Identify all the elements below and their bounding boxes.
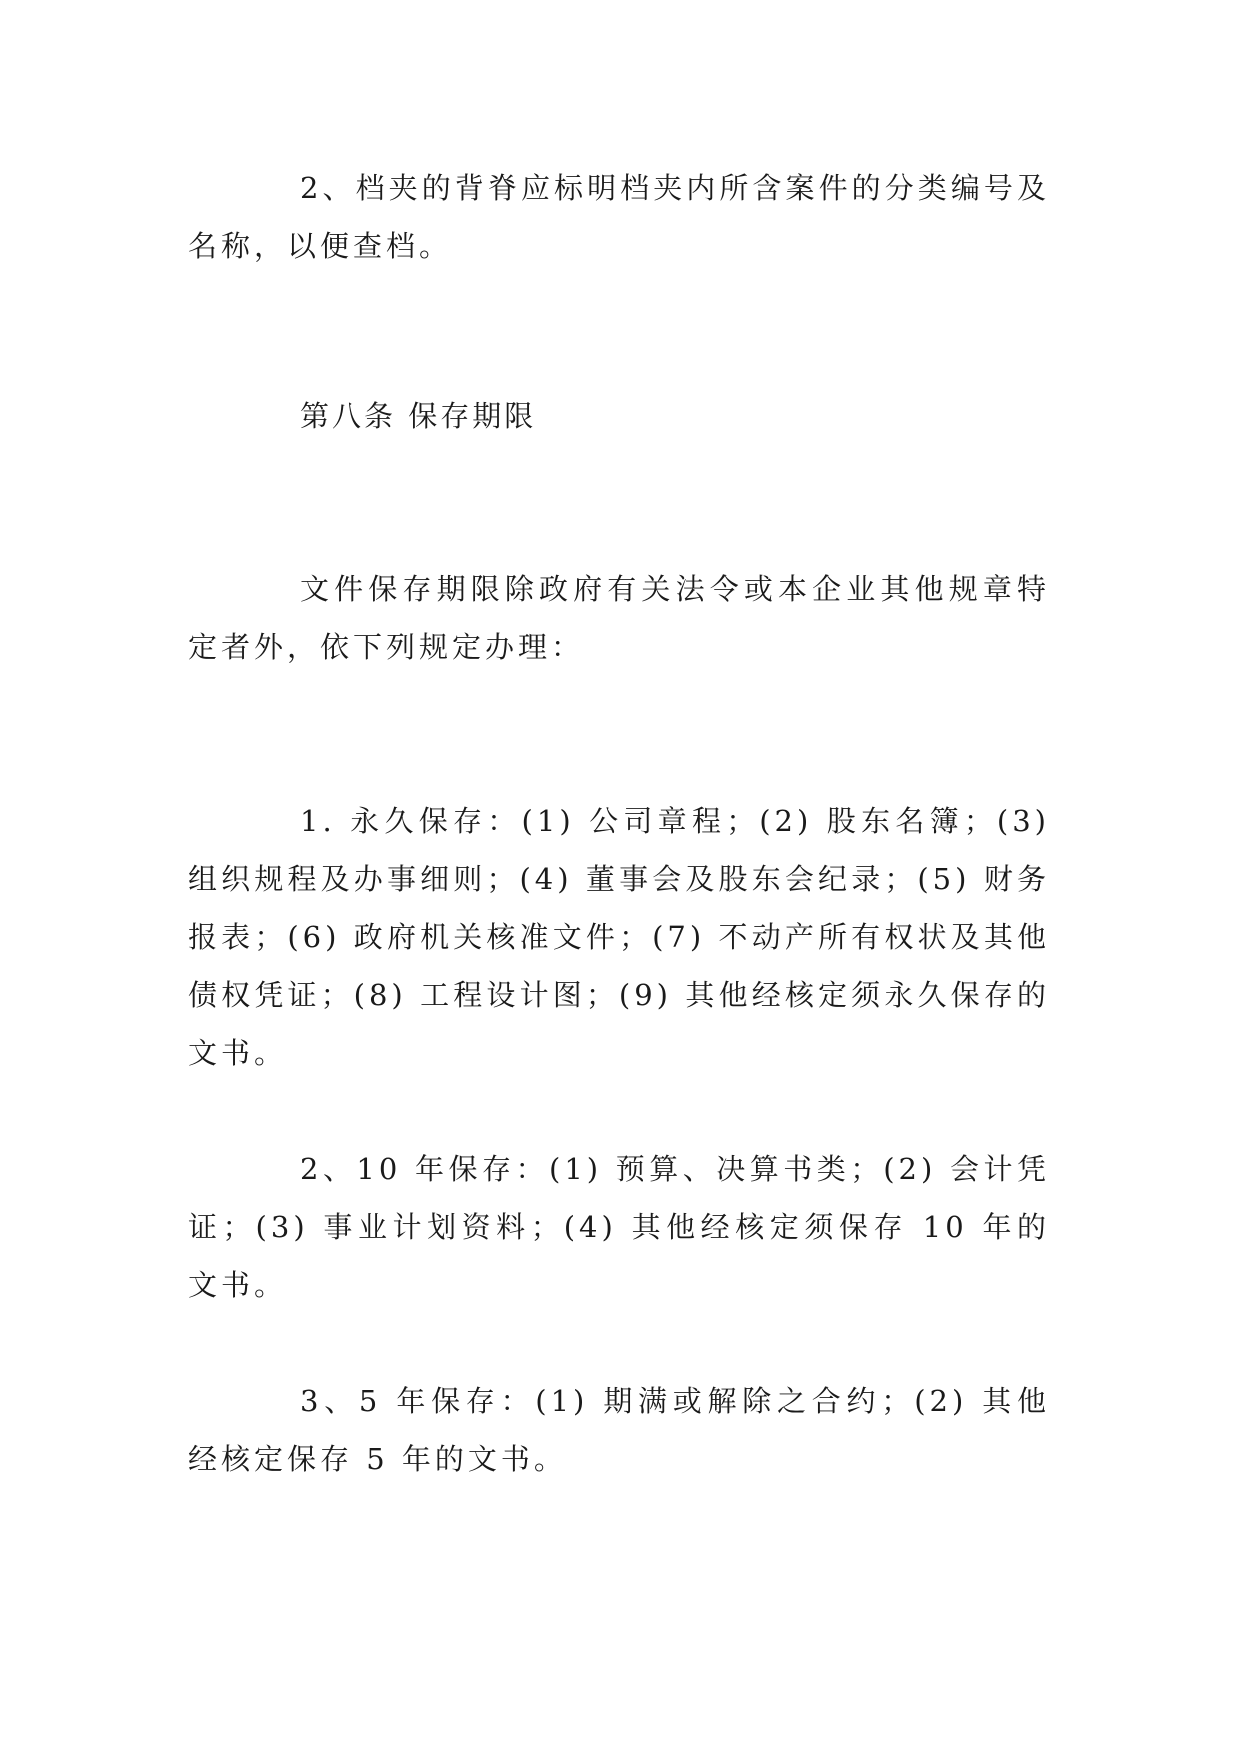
paragraph-folder-spine: 2、档夹的背脊应标明档夹内所含案件的分类编号及名称，以便查档。 <box>188 171 1050 263</box>
section-heading: 第八条 保存期限 <box>300 399 537 433</box>
paragraph-retention-intro: 文件保存期限除政府有关法令或本企业其他规章特定者外，依下列规定办理： <box>188 572 1050 664</box>
paragraph-permanent-retention: 1. 永久保存：(1) 公司章程；(2) 股东名簿；(3) 组织规程及办事细则；(4) 董事会及股东会纪录；(5) 财务报表；(6) 政府机关核准文件；(7) 不动产所有权状及其他债权凭证；(8) 工程设计图；(9) 其他经核定须永久保存的文书。 <box>188 804 1050 1070</box>
paragraph-five-year-retention: 3、5 年保存：(1) 期满或解除之合约；(2) 其他经核定保存 5 年的文书。 <box>188 1384 1050 1476</box>
paragraph-ten-year-retention: 2、10 年保存：(1) 预算、决算书类；(2) 会计凭证；(3) 事业计划资料；(4) 其他经核定须保存 10 年的文书。 <box>188 1152 1050 1302</box>
